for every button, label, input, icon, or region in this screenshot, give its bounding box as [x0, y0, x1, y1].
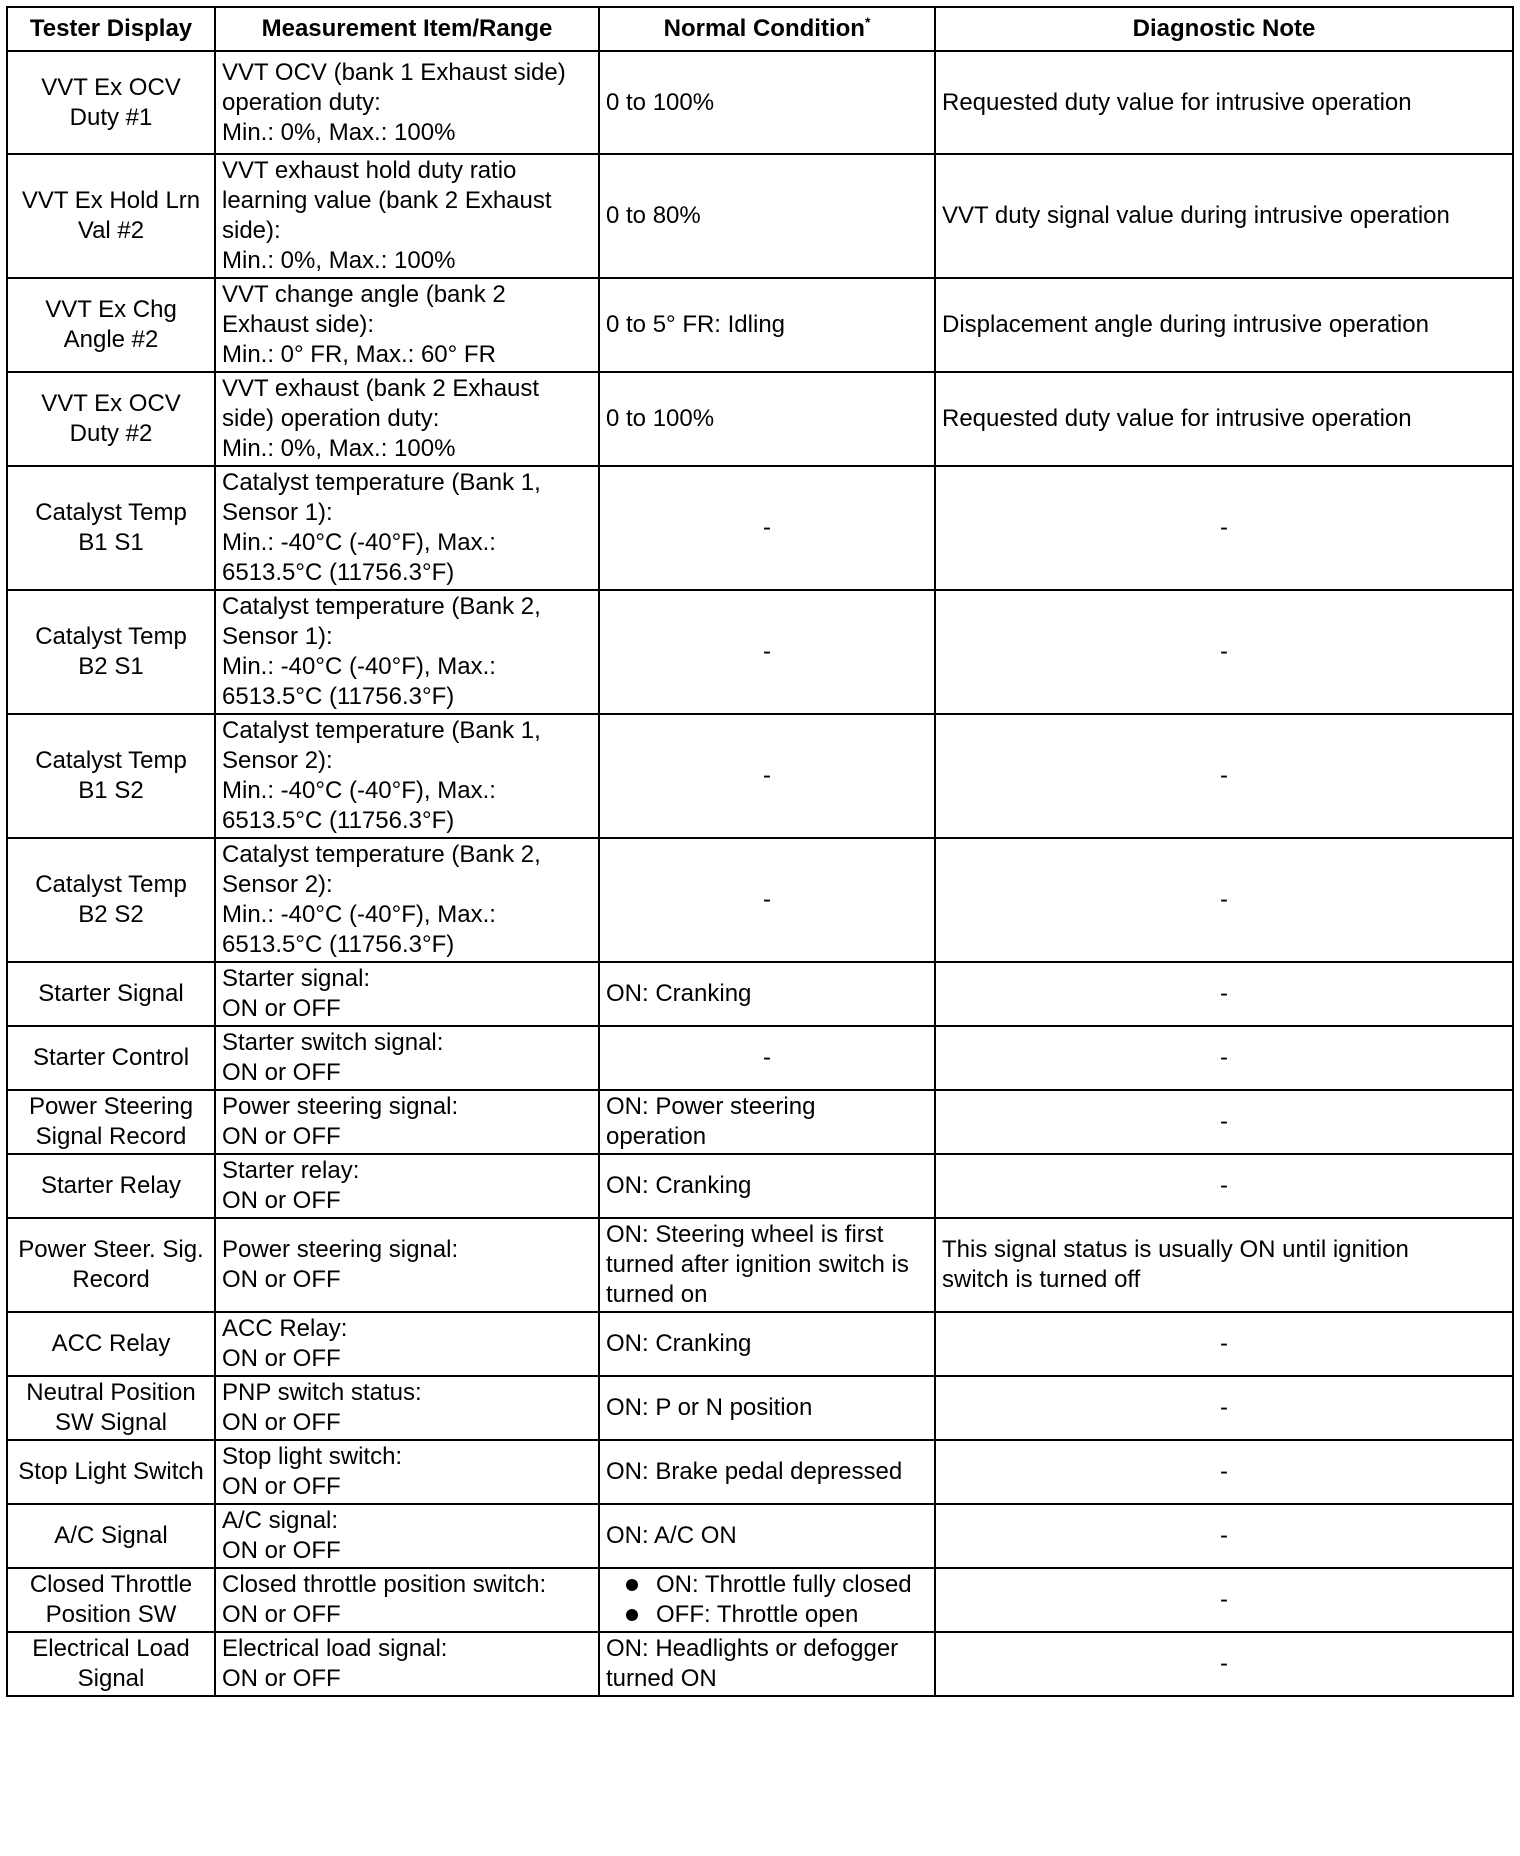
normal-condition-line: 0 to 100% [606, 405, 715, 432]
measurement-item-line: Min.: -40°C (-40°F), Max.: [222, 777, 496, 804]
tester-display-line: Val #2 [77, 217, 145, 244]
tester-display-line: SW Signal [54, 1409, 168, 1436]
table-row [7, 1632, 1513, 1696]
measurement-item-line: 6513.5°C (11756.3°F) [222, 683, 455, 710]
measurement-item-line: Min.: -40°C (-40°F), Max.: [222, 901, 496, 928]
normal-condition-line: turned on [606, 1281, 708, 1308]
diagnostic-note-cell [935, 1376, 1513, 1440]
measurement-item-cell [215, 1090, 599, 1154]
normal-condition-cell [599, 1154, 935, 1218]
normal-condition-cell [599, 1312, 935, 1376]
header-footnote-mark: * [864, 14, 871, 30]
normal-condition-cell [599, 1568, 935, 1632]
measurement-item-cell [215, 1376, 599, 1440]
measurement-item-line: operation duty: [222, 88, 381, 116]
normal-condition-cell [599, 278, 935, 372]
normal-condition-line: - [763, 514, 771, 541]
normal-condition-line: - [763, 762, 771, 789]
tester-display-cell [7, 1504, 215, 1568]
diagnostic-note-line: - [1220, 1394, 1228, 1421]
tester-display-cell [7, 714, 215, 838]
normal-condition-line: turned ON [606, 1665, 717, 1692]
diagnostic-note-cell [935, 1312, 1513, 1376]
measurement-item-line: side): [222, 217, 281, 244]
measurement-item-cell [215, 1440, 599, 1504]
tester-display-cell [7, 1154, 215, 1218]
header-diagnostic-note: Diagnostic Note [935, 7, 1513, 51]
tester-display-cell [7, 466, 215, 590]
normal-condition-cell [599, 1026, 935, 1090]
diagnostic-note-cell [935, 590, 1513, 714]
tester-display-line: Closed Throttle [29, 1571, 193, 1598]
tester-display-line: B1 S1 [78, 529, 144, 556]
measurement-item-cell [215, 1568, 599, 1632]
data-list-table [6, 6, 1514, 1697]
normal-condition-cell [599, 1090, 935, 1154]
tester-display-line: Starter Relay [40, 1172, 182, 1199]
normal-condition-line: 0 to 100% [606, 88, 715, 116]
normal-condition-cell [599, 1218, 935, 1312]
measurement-item-line: ON or OFF [222, 1266, 341, 1293]
normal-condition-cell [599, 154, 935, 278]
measurement-item-cell [215, 278, 599, 372]
measurement-item-line: Electrical load signal: [222, 1635, 448, 1662]
measurement-item-cell [215, 1504, 599, 1568]
tester-display-line: Record [72, 1266, 150, 1293]
tester-display-cell [7, 1218, 215, 1312]
diagnostic-note-cell [935, 714, 1513, 838]
diagnostic-note-line: - [1220, 514, 1228, 541]
tester-display-cell [7, 372, 215, 466]
header-normal-condition [599, 7, 935, 51]
normal-condition-line: - [763, 638, 771, 665]
measurement-item-line: Sensor 2): [222, 871, 333, 898]
measurement-item-cell [215, 51, 599, 154]
diagnostic-note-line: Displacement angle during intrusive operation [942, 311, 1429, 338]
normal-condition-line: ON: Steering wheel is first [606, 1221, 884, 1248]
tester-display-line: VVT Ex Chg [45, 296, 177, 323]
tester-display-line: Electrical Load [32, 1635, 190, 1662]
normal-condition-line: ON: Power steering [606, 1093, 816, 1120]
measurement-item-line: Min.: -40°C (-40°F), Max.: [222, 529, 496, 556]
measurement-item-line: Min.: 0%, Max.: 100% [222, 247, 456, 274]
diagnostic-note-line: - [1220, 1108, 1228, 1135]
bullet-item: OFF: Throttle open [624, 1600, 928, 1630]
normal-condition-cell [599, 714, 935, 838]
diagnostic-note-cell [935, 1568, 1513, 1632]
diagnostic-note-line: Requested duty value for intrusive operation [942, 405, 1412, 432]
measurement-item-line: Exhaust side): [222, 311, 375, 338]
tester-display-line: Duty #1 [69, 103, 153, 131]
measurement-item-cell [215, 466, 599, 590]
table-row [7, 1026, 1513, 1090]
measurement-item-line: ON or OFF [222, 1601, 341, 1628]
tester-display-cell [7, 1440, 215, 1504]
measurement-item-line: Catalyst temperature (Bank 2, [222, 841, 541, 868]
diagnostic-note-line: - [1220, 762, 1228, 789]
measurement-item-line: side) operation duty: [222, 405, 440, 432]
measurement-item-cell [215, 1026, 599, 1090]
table-row [7, 51, 1513, 154]
table-body [7, 51, 1513, 1696]
measurement-item-line: VVT OCV (bank 1 Exhaust side) [222, 58, 566, 86]
tester-display-line: Catalyst Temp [35, 747, 187, 774]
measurement-item-line: ON or OFF [222, 1187, 341, 1214]
diagnostic-note-cell [935, 278, 1513, 372]
measurement-item-line: Sensor 1): [222, 499, 333, 526]
measurement-item-line: ON or OFF [222, 1409, 341, 1436]
tester-display-cell [7, 962, 215, 1026]
diagnostic-note-line: switch is turned off [942, 1266, 1141, 1293]
tester-display-line: B1 S2 [78, 777, 144, 804]
tester-display-cell [7, 1312, 215, 1376]
diagnostic-note-cell [935, 1026, 1513, 1090]
tester-display-line: Starter Control [32, 1044, 190, 1071]
tester-display-cell [7, 51, 215, 154]
normal-condition-cell [599, 466, 935, 590]
table-row [7, 1090, 1513, 1154]
diagnostic-note-line: - [1220, 886, 1228, 913]
diagnostic-note-cell [935, 154, 1513, 278]
normal-condition-cell [599, 1632, 935, 1696]
table-row [7, 838, 1513, 962]
measurement-item-cell [215, 372, 599, 466]
tester-display-line: Angle #2 [63, 326, 159, 353]
table-row [7, 1312, 1513, 1376]
measurement-item-cell [215, 714, 599, 838]
tester-display-line: VVT Ex OCV [41, 73, 181, 101]
normal-condition-line: - [763, 886, 771, 913]
measurement-item-line: Min.: 0%, Max.: 100% [222, 435, 456, 462]
normal-condition-line: 0 to 80% [606, 202, 701, 229]
diagnostic-note-line: This signal status is usually ON until ignition [942, 1236, 1409, 1263]
tester-display-line: Neutral Position [26, 1379, 196, 1406]
tester-display-line: Duty #2 [69, 420, 153, 447]
tester-display-line: Power Steer. Sig. [18, 1236, 204, 1263]
measurement-item-line: A/C signal: [222, 1507, 339, 1534]
normal-condition-line: ON: Brake pedal depressed [606, 1458, 903, 1485]
normal-condition-bullet-list [606, 1570, 928, 1630]
diagnostic-note-line: - [1220, 1330, 1228, 1357]
diagnostic-note-cell [935, 1440, 1513, 1504]
normal-condition-line: - [763, 1044, 771, 1071]
measurement-item-cell [215, 1154, 599, 1218]
measurement-item-line: PNP switch status: [222, 1379, 422, 1406]
diagnostic-note-cell [935, 466, 1513, 590]
normal-condition-cell [599, 51, 935, 154]
tester-display-line: ACC Relay [51, 1330, 171, 1357]
diagnostic-note-line: - [1220, 1522, 1228, 1549]
diagnostic-note-line: - [1220, 1650, 1228, 1677]
diagnostic-note-line: - [1220, 980, 1228, 1007]
measurement-item-line: Stop light switch: [222, 1443, 403, 1470]
diagnostic-note-line: - [1220, 1172, 1228, 1199]
tester-display-line: Catalyst Temp [35, 623, 187, 650]
normal-condition-line: operation [606, 1123, 707, 1150]
measurement-item-line: ON or OFF [222, 1059, 341, 1086]
measurement-item-line: Starter relay: [222, 1157, 360, 1184]
tester-display-line: Starter Signal [38, 980, 184, 1007]
spec-table-container [6, 6, 1514, 1697]
tester-display-line: Signal [77, 1665, 145, 1692]
tester-display-line: Stop Light Switch [18, 1458, 204, 1485]
header-tester-display: Tester Display [7, 7, 215, 51]
measurement-item-cell [215, 1632, 599, 1696]
measurement-item-line: 6513.5°C (11756.3°F) [222, 807, 455, 834]
measurement-item-line: ON or OFF [222, 1345, 341, 1372]
normal-condition-cell [599, 1440, 935, 1504]
measurement-item-line: Min.: 0° FR, Max.: 60° FR [222, 341, 496, 368]
measurement-item-line: Sensor 1): [222, 623, 333, 650]
diagnostic-note-line: VVT duty signal value during intrusive operation [942, 202, 1450, 229]
measurement-item-line: Power steering signal: [222, 1093, 459, 1120]
tester-display-cell [7, 1026, 215, 1090]
diagnostic-note-line: - [1220, 1586, 1228, 1613]
tester-display-line: Catalyst Temp [35, 499, 187, 526]
table-row [7, 590, 1513, 714]
tester-display-cell [7, 838, 215, 962]
measurement-item-line: Sensor 2): [222, 747, 333, 774]
header-normal-condition-label: Normal Condition [663, 15, 865, 42]
normal-condition-cell [599, 1504, 935, 1568]
table-row [7, 372, 1513, 466]
normal-condition-line: ON: Cranking [606, 1172, 752, 1199]
normal-condition-cell [599, 838, 935, 962]
tester-display-cell [7, 1632, 215, 1696]
table-row [7, 1376, 1513, 1440]
measurement-item-line: VVT exhaust (bank 2 Exhaust [222, 375, 540, 402]
tester-display-cell [7, 278, 215, 372]
tester-display-line: B2 S2 [78, 901, 144, 928]
tester-display-cell [7, 1090, 215, 1154]
tester-display-line: VVT Ex OCV [41, 390, 181, 417]
measurement-item-cell [215, 962, 599, 1026]
table-row [7, 1218, 1513, 1312]
measurement-item-line: 6513.5°C (11756.3°F) [222, 559, 455, 586]
table-row [7, 1504, 1513, 1568]
measurement-item-line: Power steering signal: [222, 1236, 459, 1263]
diagnostic-note-cell [935, 1154, 1513, 1218]
table-row [7, 1568, 1513, 1632]
measurement-item-cell [215, 1312, 599, 1376]
measurement-item-cell [215, 838, 599, 962]
diagnostic-note-line: Requested duty value for intrusive operation [942, 88, 1412, 116]
measurement-item-line: Min.: 0%, Max.: 100% [222, 118, 456, 146]
measurement-item-line: ACC Relay: [222, 1315, 348, 1342]
diagnostic-note-cell [935, 1090, 1513, 1154]
measurement-item-line: Min.: -40°C (-40°F), Max.: [222, 653, 496, 680]
measurement-item-line: ON or OFF [222, 1537, 341, 1564]
table-row [7, 962, 1513, 1026]
tester-display-line: VVT Ex Hold Lrn [21, 187, 201, 214]
diagnostic-note-cell [935, 372, 1513, 466]
tester-display-line: Catalyst Temp [35, 871, 187, 898]
measurement-item-line: Catalyst temperature (Bank 2, [222, 593, 541, 620]
tester-display-line: Power Steering [28, 1093, 194, 1120]
measurement-item-cell [215, 1218, 599, 1312]
tester-display-cell [7, 1568, 215, 1632]
diagnostic-note-cell [935, 838, 1513, 962]
normal-condition-line: ON: Cranking [606, 1330, 752, 1357]
diagnostic-note-cell [935, 962, 1513, 1026]
table-header-row [7, 7, 1513, 51]
measurement-item-line: ON or OFF [222, 1123, 341, 1150]
normal-condition-line: turned after ignition switch is [606, 1251, 909, 1278]
normal-condition-line: 0 to 5° FR: Idling [606, 311, 786, 338]
normal-condition-cell [599, 1376, 935, 1440]
normal-condition-line: ON: P or N position [606, 1394, 813, 1421]
tester-display-line: Position SW [45, 1601, 177, 1628]
normal-condition-line: ON: A/C ON [606, 1522, 737, 1549]
normal-condition-cell [599, 962, 935, 1026]
diagnostic-note-cell [935, 1632, 1513, 1696]
diagnostic-note-line: - [1220, 638, 1228, 665]
measurement-item-line: Starter signal: [222, 965, 371, 992]
tester-display-line: B2 S1 [78, 653, 144, 680]
diagnostic-note-cell [935, 1504, 1513, 1568]
table-row [7, 1440, 1513, 1504]
measurement-item-cell [215, 154, 599, 278]
measurement-item-line: learning value (bank 2 Exhaust [222, 187, 552, 214]
measurement-item-line: Catalyst temperature (Bank 1, [222, 717, 541, 744]
measurement-item-line: ON or OFF [222, 995, 341, 1022]
normal-condition-line: ON: Cranking [606, 980, 752, 1007]
measurement-item-line: ON or OFF [222, 1473, 341, 1500]
normal-condition-cell [599, 372, 935, 466]
tester-display-line: A/C Signal [54, 1522, 168, 1549]
table-row [7, 278, 1513, 372]
measurement-item-line: VVT exhaust hold duty ratio [222, 157, 517, 184]
measurement-item-cell [215, 590, 599, 714]
bullet-item: ON: Throttle fully closed [624, 1570, 928, 1600]
normal-condition-cell [599, 590, 935, 714]
measurement-item-line: VVT change angle (bank 2 [222, 281, 506, 308]
measurement-item-line: Closed throttle position switch: [222, 1571, 547, 1598]
tester-display-line: Signal Record [35, 1123, 187, 1150]
diagnostic-note-cell [935, 1218, 1513, 1312]
measurement-item-line: ON or OFF [222, 1665, 341, 1692]
measurement-item-line: Starter switch signal: [222, 1029, 444, 1056]
measurement-item-line: Catalyst temperature (Bank 1, [222, 469, 541, 496]
tester-display-cell [7, 590, 215, 714]
table-row [7, 714, 1513, 838]
table-row [7, 1154, 1513, 1218]
tester-display-cell [7, 1376, 215, 1440]
table-row [7, 466, 1513, 590]
table-row [7, 154, 1513, 278]
diagnostic-note-cell [935, 51, 1513, 154]
measurement-item-line: 6513.5°C (11756.3°F) [222, 931, 455, 958]
tester-display-cell [7, 154, 215, 278]
diagnostic-note-line: - [1220, 1044, 1228, 1071]
diagnostic-note-line: - [1220, 1458, 1228, 1485]
normal-condition-line: ON: Headlights or defogger [606, 1635, 899, 1662]
header-measurement-item: Measurement Item/Range [215, 7, 599, 51]
